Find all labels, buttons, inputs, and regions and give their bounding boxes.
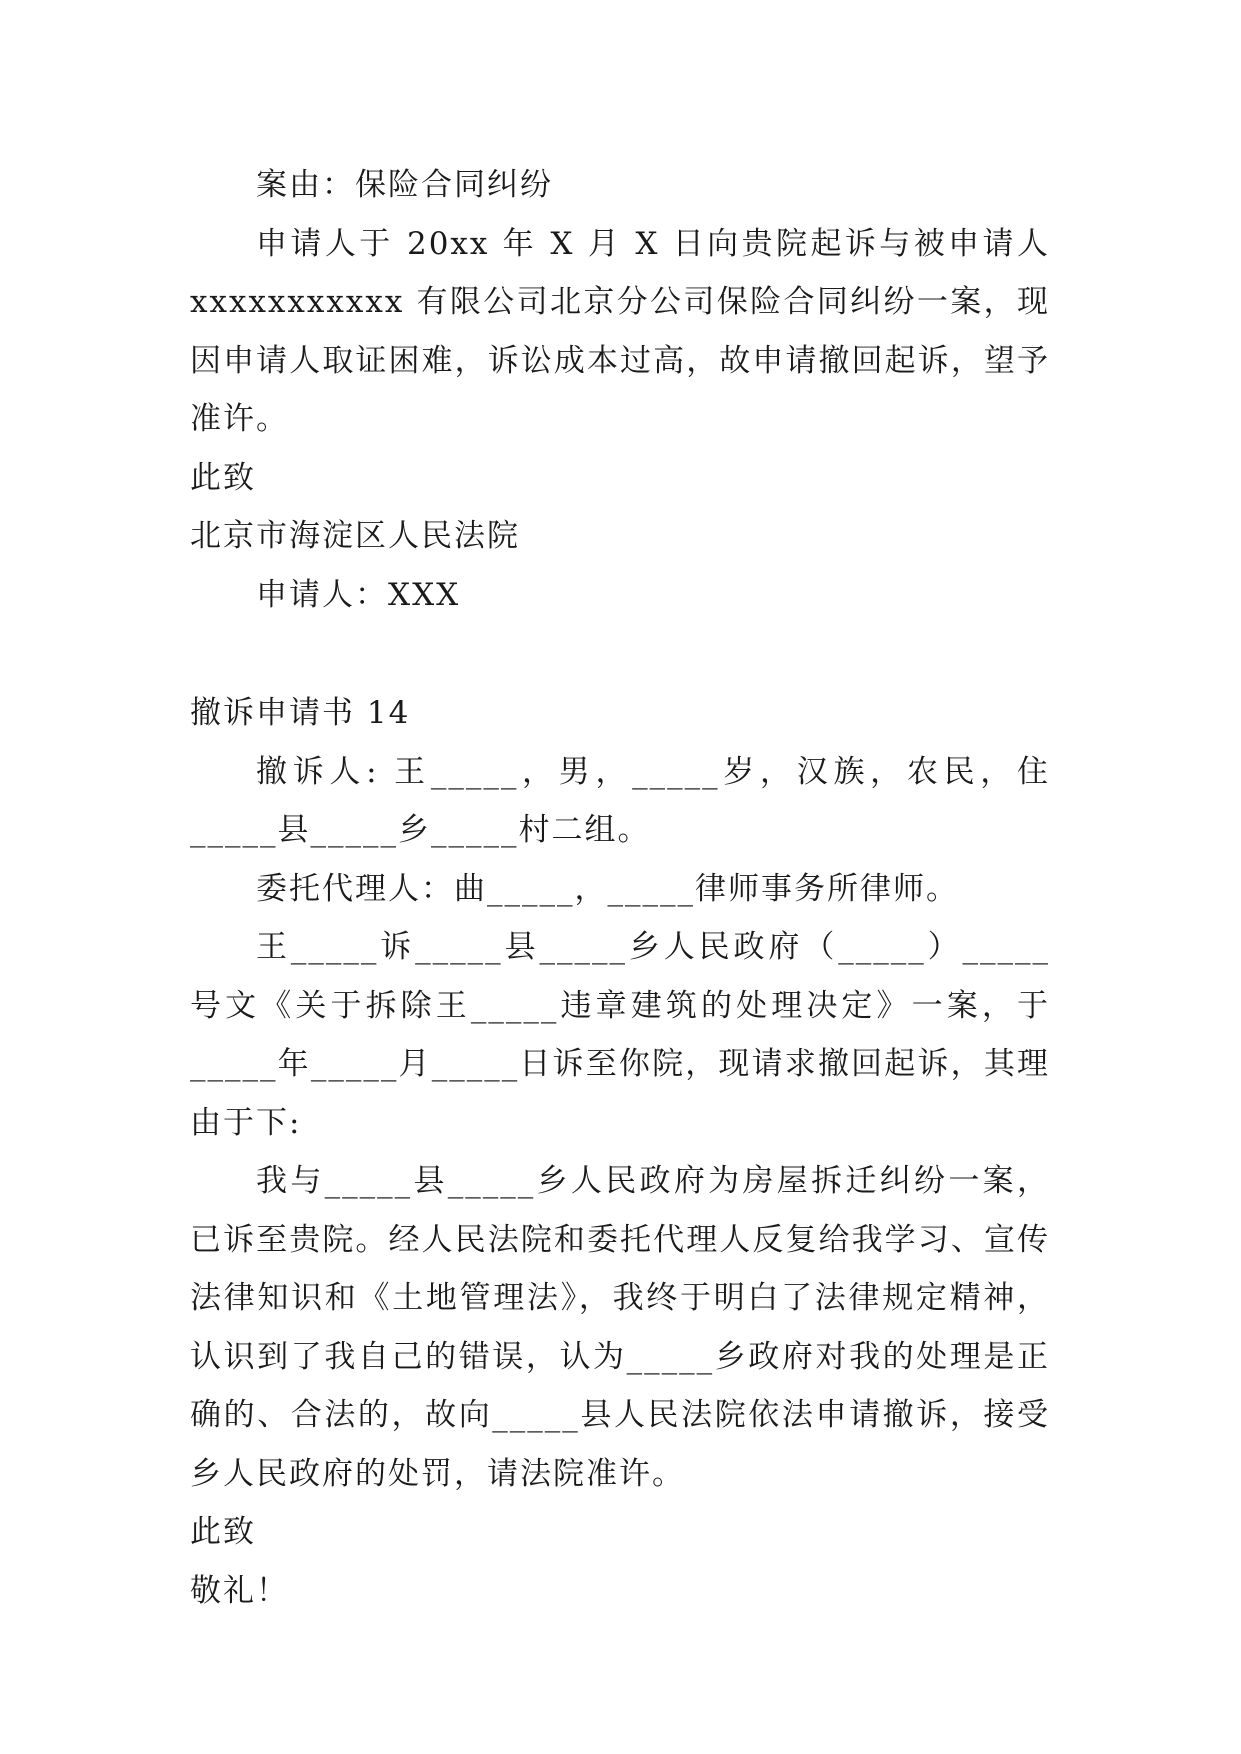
withdrawal-reason: 我与_____县_____乡人民政府为房屋拆迁纠纷一案，已诉至贵院。经人民法院和委托代理人反复给我学习、宣传法律知识和《土地管理法》，我终于明白了法律规定精神，认识到了我自己的错误，认为_____乡政府对我的处理是正确的、合法的，故向_____县人民法院依法申请撤诉，接受乡人民政府的处罚，请法院准许。 xyxy=(190,1163,1050,1492)
applicant-signature: 申请人：XXX xyxy=(256,576,461,613)
case-cause: 案由：保险合同纠纷 xyxy=(256,167,553,203)
closing-salute: 敬礼！ xyxy=(190,1572,289,1609)
withdrawal-application-section-1 xyxy=(190,156,1050,624)
recipient-court: 北京市海淀区人民法院 xyxy=(190,518,520,554)
salutation: 此致 xyxy=(190,459,256,496)
application-body: 申请人于 20xx 年 X 月 X 日向贵院起诉与被申请人 xxxxxxxxxxx 有限公司北京分公司保险合同纠纷一案，现因申请人取证困难，诉讼成本过高，故申请撤回起诉，望予准许。 xyxy=(190,225,1050,437)
withdrawing-party: 撤诉人: 王_____，男，_____岁，汉族，农民，住_____县_____乡_____村二组。 xyxy=(190,753,1050,848)
withdrawal-application-section-2 xyxy=(190,684,1050,1620)
entrusted-agent: 委托代理人：曲_____，_____律师事务所律师。 xyxy=(256,870,959,907)
case-description: 王_____诉_____县_____乡人民政府（_____）_____号文《关于拆除王_____违章建筑的处理决定》一案，于_____年_____月_____日诉至你院，现请求撤回起诉，其理由于下: xyxy=(190,929,1050,1141)
document-title: 撤诉申请书 14 xyxy=(190,695,411,731)
salutation: 此致 xyxy=(190,1514,256,1550)
